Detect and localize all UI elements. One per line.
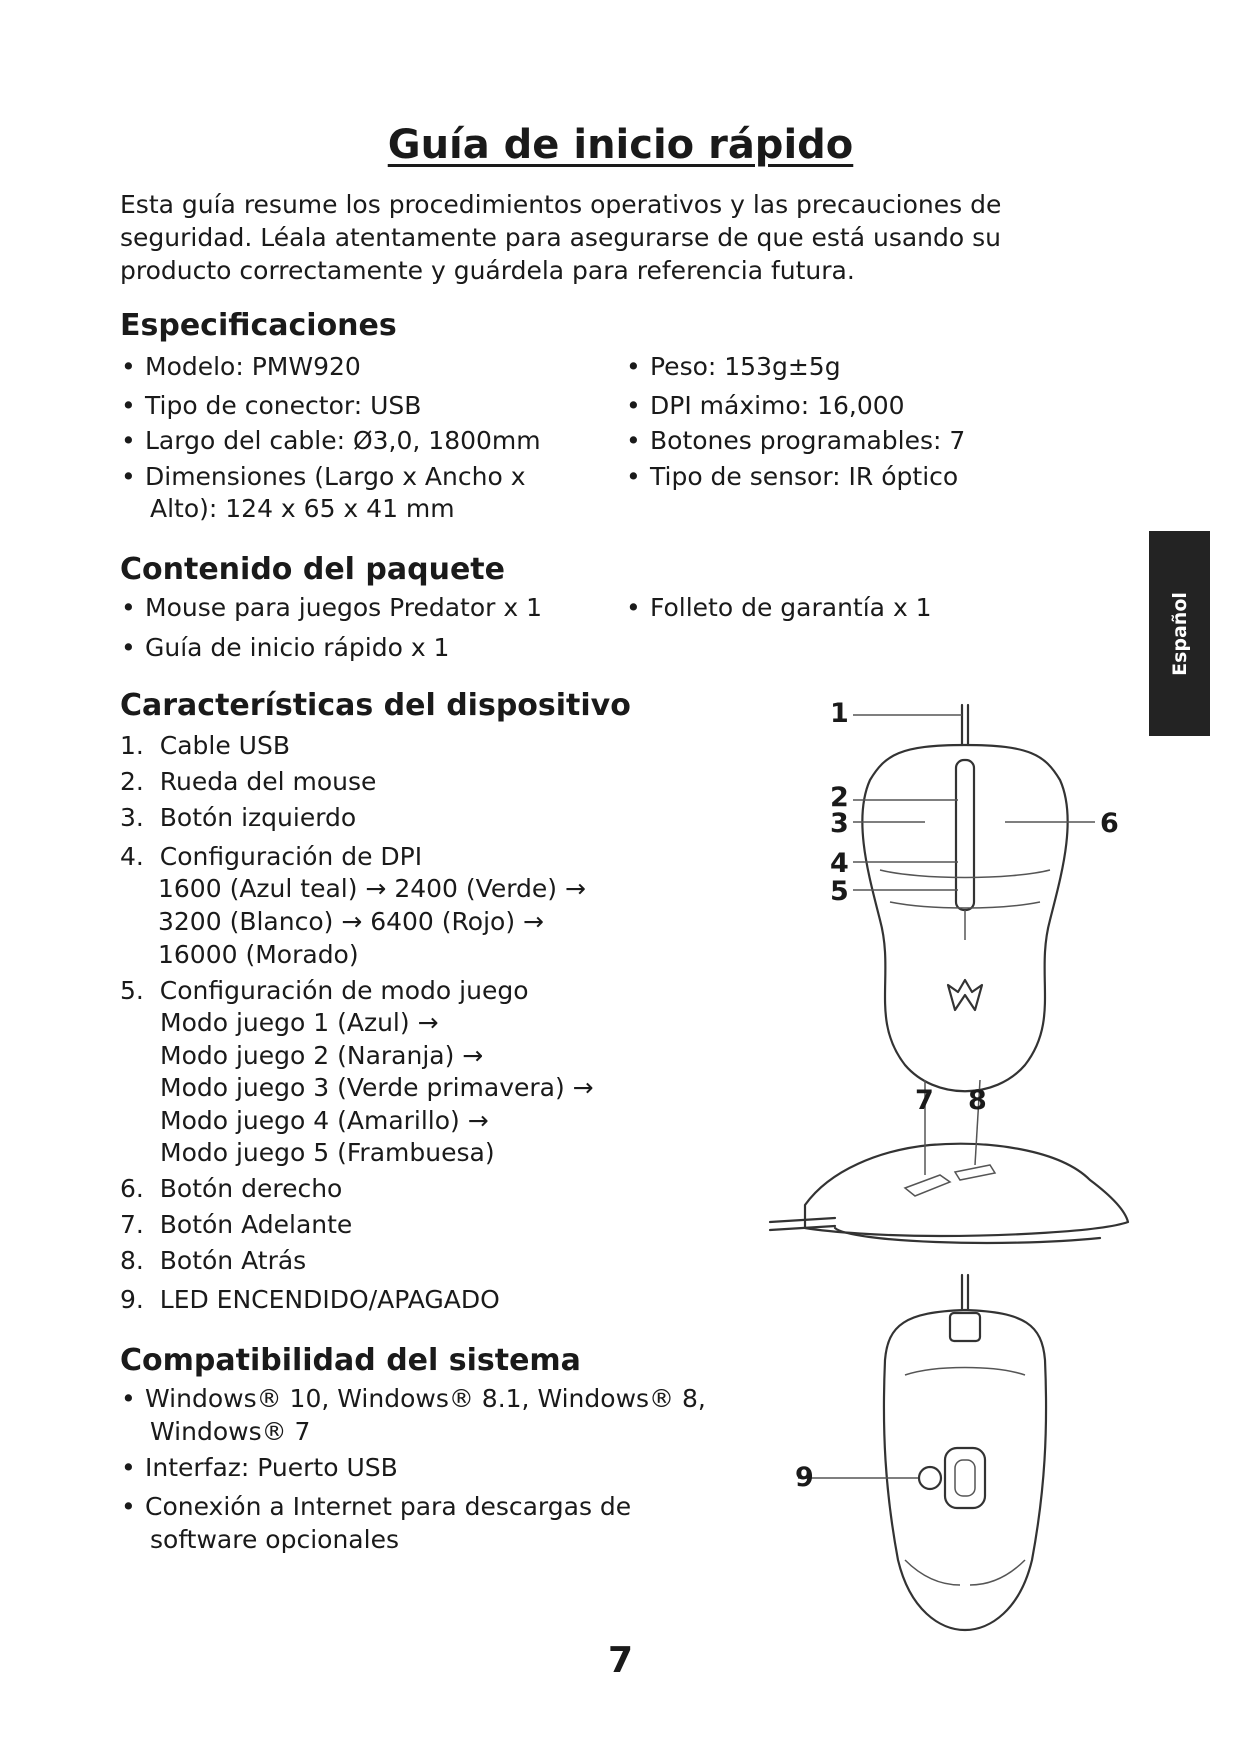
callout-4: 4 xyxy=(830,848,849,879)
spec-item: • Modelo: PMW920 xyxy=(145,351,361,383)
callout-2: 2 xyxy=(830,782,849,813)
package-heading: Contenido del paquete xyxy=(120,552,505,587)
spec-item: • Dimensiones (Largo x Ancho x xyxy=(145,461,526,493)
feature-item: 9. LED ENCENDIDO/APAGADO xyxy=(120,1285,500,1314)
mode-line: Modo juego 5 (Frambuesa) xyxy=(160,1138,495,1167)
compat-item: • Conexión a Internet para descargas de xyxy=(145,1491,631,1523)
mode-line: Modo juego 3 (Verde primavera) → xyxy=(160,1073,594,1102)
intro-line: Esta guía resume los procedimientos operativos y las precauciones de xyxy=(120,190,1002,219)
feature-item: 5. Configuración de modo juego xyxy=(120,976,529,1005)
callout-6: 6 xyxy=(1100,808,1119,839)
page-title: Guía de inicio rápido xyxy=(387,122,854,168)
package-item: • Mouse para juegos Predator x 1 xyxy=(145,592,542,624)
feature-item: 7. Botón Adelante xyxy=(120,1210,353,1239)
features-heading: Características del dispositivo xyxy=(120,688,631,723)
callout-5: 5 xyxy=(830,876,849,907)
spec-item: • Largo del cable: Ø3,0, 1800mm xyxy=(145,425,541,457)
callout-3: 3 xyxy=(830,808,849,839)
page-number: 7 xyxy=(607,1640,634,1681)
package-item: • Guía de inicio rápido x 1 xyxy=(145,632,449,664)
feature-item: 3. Botón izquierdo xyxy=(120,803,357,832)
mode-line: Modo juego 1 (Azul) → xyxy=(160,1008,439,1037)
dpi-line: 3200 (Blanco) → 6400 (Rojo) → xyxy=(158,907,544,936)
feature-item: 2. Rueda del mouse xyxy=(120,767,377,796)
package-item: • Folleto de garantía x 1 xyxy=(650,592,932,624)
spec-item: • Tipo de conector: USB xyxy=(145,390,421,422)
mode-line: Modo juego 2 (Naranja) → xyxy=(160,1041,484,1070)
compat-heading: Compatibilidad del sistema xyxy=(120,1343,581,1378)
feature-item: 4. Configuración de DPI xyxy=(120,842,423,871)
language-tab-label: Español xyxy=(1168,591,1191,676)
spec-item-continued: Alto): 124 x 65 x 41 mm xyxy=(150,494,455,523)
feature-item: 6. Botón derecho xyxy=(120,1174,343,1203)
specs-heading: Especificaciones xyxy=(120,308,397,343)
compat-item-continued: Windows® 7 xyxy=(150,1417,311,1446)
callout-1: 1 xyxy=(830,698,849,729)
feature-item: 1. Cable USB xyxy=(120,731,291,760)
spec-item: • Tipo de sensor: IR óptico xyxy=(650,461,958,493)
intro-line: seguridad. Léala atentamente para asegurarse de que está usando su xyxy=(120,223,1002,252)
spec-item: • DPI máximo: 16,000 xyxy=(650,390,905,422)
feature-item: 8. Botón Atrás xyxy=(120,1246,307,1275)
dpi-line: 1600 (Azul teal) → 2400 (Verde) → xyxy=(158,874,586,903)
spec-item: • Peso: 153g±5g xyxy=(650,351,841,383)
callout-7: 7 xyxy=(915,1085,934,1116)
mouse-bottom-view-illustration xyxy=(798,1275,1046,1630)
spec-item: • Botones programables: 7 xyxy=(650,425,965,457)
compat-item: • Windows® 10, Windows® 8.1, Windows® 8, xyxy=(145,1383,706,1415)
callout-8: 8 xyxy=(968,1085,987,1116)
compat-item: • Interfaz: Puerto USB xyxy=(145,1452,398,1484)
intro-line: producto correctamente y guárdela para referencia futura. xyxy=(120,256,855,285)
callout-9: 9 xyxy=(795,1462,814,1493)
compat-item-continued: software opcionales xyxy=(150,1525,399,1554)
mode-line: Modo juego 4 (Amarillo) → xyxy=(160,1106,489,1135)
dpi-line: 16000 (Morado) xyxy=(158,940,359,969)
mouse-top-view-illustration xyxy=(853,705,1095,1091)
mouse-side-view-illustration xyxy=(770,1080,1128,1243)
